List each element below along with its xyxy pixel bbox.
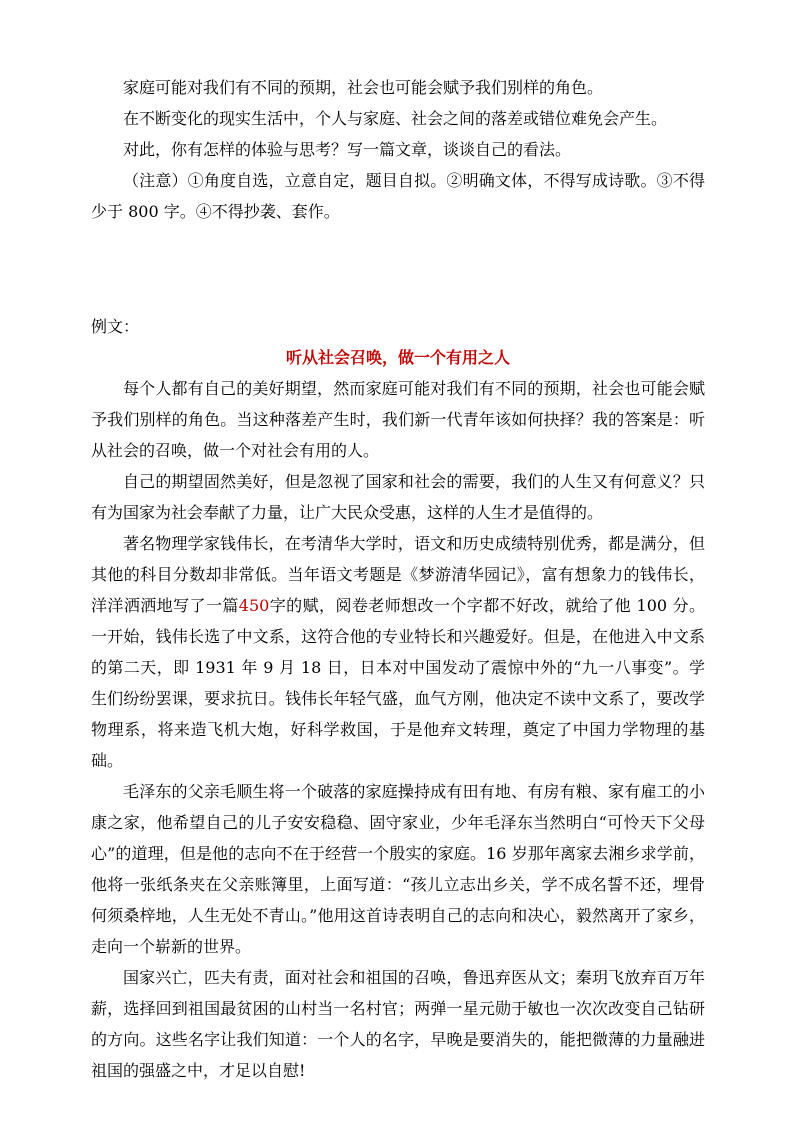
essay-paragraph-2: 自己的期望固然美好，但是忽视了国家和社会的需要，我们的人生又有何意义？只有为国家为社会奉献了力量，让广大民众受惠，这样的人生才是值得的。 xyxy=(91,472,705,522)
essay-paragraph-3 xyxy=(91,528,705,776)
highlighted-number: 450 xyxy=(238,596,270,615)
prompt-paragraph-3: 对此，你有怎样的体验与思考？写一篇文章，谈谈自己的看法。 xyxy=(123,140,572,159)
example-label: 例文： xyxy=(91,317,140,336)
essay-paragraph-4: 毛泽东的父亲毛顺生将一个破落的家庭操持成有田有地、有房有粮、家有雇工的小康之家，他希望自己的儿子安安稳稳、固守家业，少年毛泽东当然明白“可怜天下父母心”的道理，但是他的志向不在于经营一个殷实的家庭。16 岁那年离家去湘乡求学前，他将一张纸条夹在父亲账簿里，上面写道：“孩儿立志出乡关，学不成名誓不还，埋骨何须桑梓地，人生无处不青山。”他用这首诗表明自己的志向和决心，毅然离开了家乡，走向一个崭新的世界。 xyxy=(91,782,705,956)
essay-paragraph-5: 国家兴亡，匹夫有责，面对社会和祖国的召唤，鲁迅弃医从文；秦玥飞放弃百万年薪，选择回到祖国最贫困的山村当一名村官；两弹一星元勋于敏也一次次改变自己钻研的方向。这些名字让我们知道：一个人的名字，早晚是要消失的，能把微薄的力量融进祖国的强盛之中，才足以自慰! xyxy=(91,968,705,1080)
essay-paragraph-3-part-a: 著名物理学家钱伟长，在考清华大学时，语文和历史成绩特别优秀，都是满分，但其他的科目分数却非常低。当年语文考题是《梦游清华园记》，富有想象力的钱伟长，洋洋洒洒地写了一篇 xyxy=(91,534,705,615)
prompt-paragraph-2: 在不断变化的现实生活中，个人与家庭、社会之间的落差或错位难免会产生。 xyxy=(123,109,668,128)
essay-title: 听从社会召唤，做一个有用之人 xyxy=(285,348,510,367)
prompt-note: （注意）①角度自选，立意自定，题目自拟。②明确文体，不得写成诗歌。③不得少于 800 字。④不得抄袭、套作。 xyxy=(91,171,705,221)
essay-paragraph-3-part-b: 字的赋，阅卷老师想改一个字都不好改，就给了他 100 分。一开始，钱伟长选了中文系，这符合他的专业特长和兴趣爱好。但是，在他进入中文系的第二天，即 1931 年 9 月 18 日，日本对中国发动了震惊中外的“九一八事变”。学生们纷纷罢课，要求抗日。钱伟长年轻气盛，血气方刚，他决定不读中文系了，要改学物理系，将来造飞机大炮，好科学救国，于是他弃文转理，奠定了中国力学物理的基础。 xyxy=(91,596,705,770)
section-gap xyxy=(91,227,705,311)
essay-paragraph-1: 每个人都有自己的美好期望，然而家庭可能对我们有不同的预期，社会也可能会赋予我们别样的角色。当这种落差产生时，我们新一代青年该如何抉择？我的答案是：听从社会的召唤，做一个对社会有用的人。 xyxy=(91,379,705,460)
document-page xyxy=(91,72,705,1086)
prompt-paragraph-1: 家庭可能对我们有不同的预期，社会也可能会赋予我们别样的角色。 xyxy=(123,78,604,97)
